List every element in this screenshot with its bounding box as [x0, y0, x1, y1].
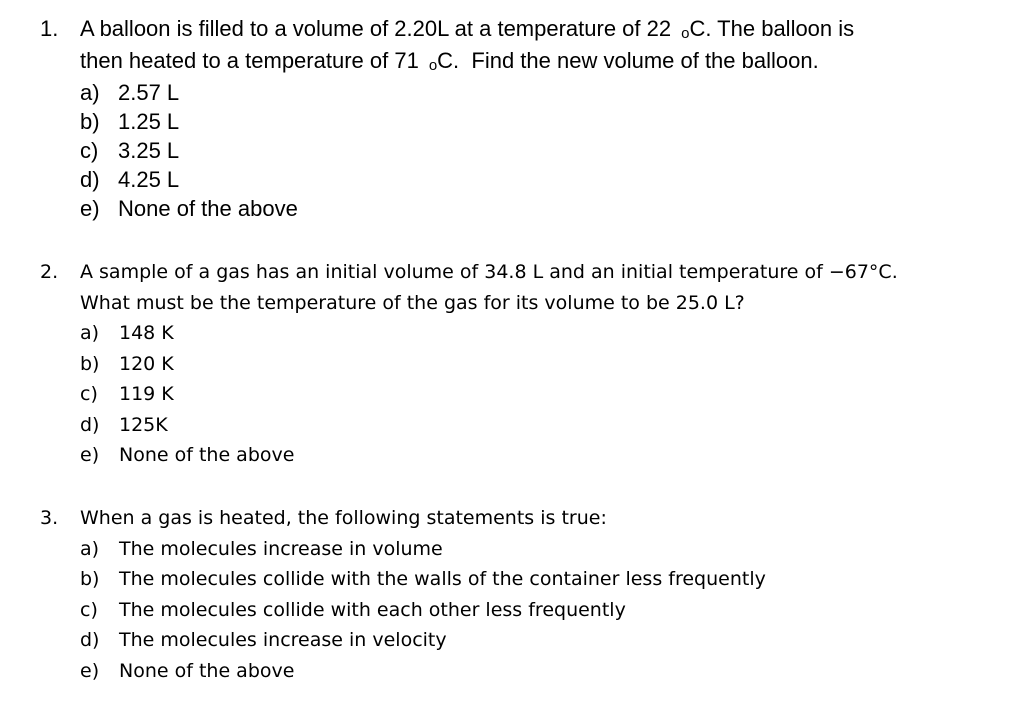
option-letter: e) [80, 444, 100, 466]
answer-option-d [80, 625, 1000, 656]
question-text [80, 257, 1000, 318]
question-text-part: C. Find the new volume of the balloon. [437, 48, 819, 73]
answer-option-d [80, 410, 1000, 441]
question-text-line [80, 14, 1000, 46]
option-text: None of the above [118, 196, 298, 221]
option-text: 1.25 L [118, 109, 180, 134]
option-letter: c) [80, 383, 98, 405]
option-text: 4.25 L [118, 167, 180, 192]
answer-option-a [80, 318, 1000, 349]
answer-option-e [80, 656, 1000, 687]
answer-option-a [80, 78, 1000, 107]
option-text: 119 K [119, 383, 174, 405]
option-text: The molecules collide with the walls of the container less frequently [119, 568, 766, 590]
answer-option-d [80, 165, 1000, 194]
option-letter: c) [80, 138, 99, 163]
degree-marker: o [428, 57, 438, 74]
option-text: None of the above [119, 659, 295, 682]
option-letter: a) [80, 537, 100, 560]
question-1 [40, 14, 1000, 223]
question-text-line: When a gas is heated, the following statements is true: [80, 507, 607, 529]
option-letter: e) [80, 659, 100, 682]
question-number: 1. [40, 16, 59, 41]
question-text-part: then heated to a temperature of 71 [80, 48, 419, 73]
question-number: 2. [40, 261, 59, 283]
answer-option-b [80, 107, 1000, 136]
option-text: None of the above [119, 444, 295, 466]
answer-options [40, 78, 1000, 223]
answer-option-b [80, 564, 1000, 595]
option-text: The molecules increase in volume [119, 537, 443, 560]
option-letter: a) [80, 80, 100, 105]
option-text: 125K [119, 413, 168, 436]
option-letter: d) [80, 629, 100, 651]
question-number: 3. [40, 507, 59, 529]
option-letter: b) [80, 109, 100, 134]
answer-options [40, 534, 1000, 687]
question-3 [40, 503, 1000, 686]
degree-marker: o [681, 25, 690, 42]
answer-option-c [80, 379, 1000, 410]
option-text: The molecules increase in velocity [119, 629, 447, 651]
option-text: The molecules collide with each other less frequently [119, 598, 626, 621]
option-letter: d) [80, 167, 100, 192]
option-text: 120 K [119, 352, 174, 375]
question-text-part: A balloon is filled to a volume of 2.20L at a temperature of 22 [80, 16, 672, 41]
question-text-line [80, 46, 1000, 78]
option-letter: c) [80, 598, 98, 621]
option-letter: d) [80, 413, 100, 436]
option-text: 2.57 L [118, 80, 180, 105]
question-text [80, 503, 1000, 534]
question-2 [40, 257, 1000, 471]
option-letter: b) [80, 568, 100, 590]
question-stem [40, 257, 1000, 318]
option-letter: b) [80, 352, 100, 375]
answer-option-c [80, 595, 1000, 626]
option-text: 148 K [119, 322, 174, 344]
option-letter: e) [80, 196, 100, 221]
answer-options [40, 318, 1000, 471]
question-text-line: What must be the temperature of the gas for its volume to be 25.0 L? [80, 291, 745, 314]
question-text-part: C. The balloon is [689, 16, 855, 41]
option-text: 3.25 L [118, 138, 180, 163]
answer-option-a [80, 534, 1000, 565]
option-letter: a) [80, 322, 100, 344]
question-stem [40, 14, 1000, 78]
question-text [80, 14, 1000, 78]
question-text-line: A sample of a gas has an initial volume of 34.8 L and an initial temperature of −67°C. [80, 261, 898, 283]
answer-option-e [80, 440, 1000, 471]
answer-option-c [80, 136, 1000, 165]
answer-option-e [80, 194, 1000, 223]
answer-option-b [80, 349, 1000, 380]
question-stem [40, 503, 1000, 534]
